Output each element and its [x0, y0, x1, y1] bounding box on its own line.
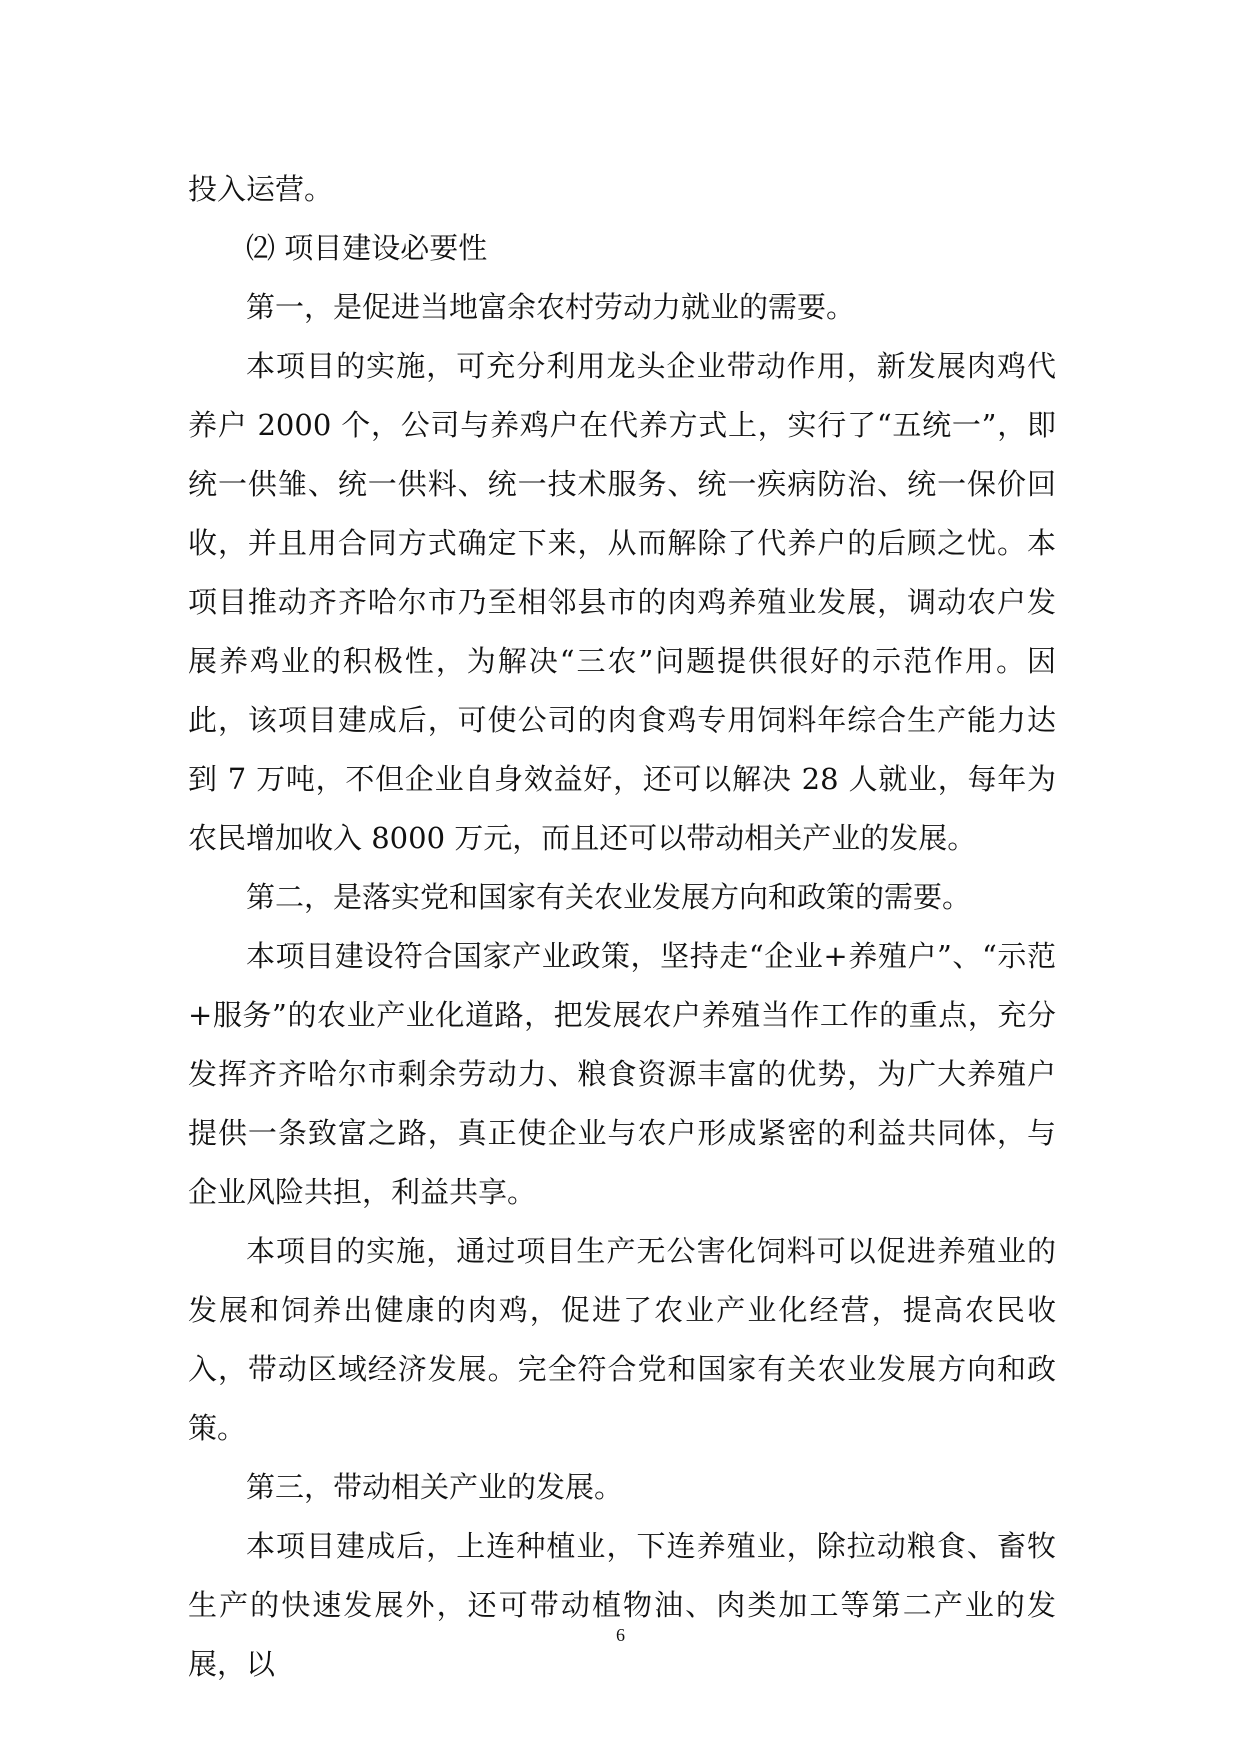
paragraph: 本项目的实施，可充分利用龙头企业带动作用，新发展肉鸡代养户 2000 个，公司与养鸡户在代养方式上，实行了“五统一”，即统一供雏、统一供料、统一技术服务、统一疾病防治、统一保价回收，并且用合同方式确定下来，从而解除了代养户的后顾之忧。本项目推动齐齐哈尔市乃至相邻县市的肉鸡养殖业发展，调动农户发展养鸡业的积极性，为解决“三农”问题提供很好的示范作用。因此，该项目建成后，可使公司的肉食鸡专用饲料年综合生产能力达到 7 万吨，不但企业自身效益好，还可以解决 28 人就业，每年为农民增加收入 8000 万元，而且还可以带动相关产业的发展。 — [188, 349, 1056, 855]
paragraph: 本项目的实施，通过项目生产无公害化饲料可以促进养殖业的发展和饲养出健康的肉鸡，促进了农业产业化经营，提高农民收入，带动区域经济发展。完全符合党和国家有关农业发展方向和政策。 — [188, 1234, 1056, 1445]
page-number: 6 — [616, 1625, 625, 1645]
paragraph: 本项目建设符合国家产业政策，坚持走“企业+养殖户”、“示范+服务”的农业产业化道路，把发展农户养殖当作工作的重点，充分发挥齐齐哈尔市剩余劳动力、粮食资源丰富的优势，为广大养殖户提供一条致富之路，真正使企业与农户形成紧密的利益共同体，与企业风险共担，利益共享。 — [188, 939, 1056, 1209]
section-heading: ⑵ 项目建设必要性 — [246, 231, 488, 265]
document-body — [188, 160, 1056, 1694]
paragraph: 投入运营。 — [188, 172, 334, 206]
paragraph: 第三，带动相关产业的发展。 — [246, 1470, 624, 1504]
paragraph: 本项目建成后，上连种植业，下连养殖业，除拉动粮食、畜牧生产的快速发展外，还可带动植物油、肉类加工等第二产业的发展，以 — [188, 1529, 1056, 1681]
paragraph: 第一，是促进当地富余农村劳动力就业的需要。 — [246, 290, 856, 324]
paragraph: 第二，是落实党和国家有关农业发展方向和政策的需要。 — [246, 880, 972, 914]
